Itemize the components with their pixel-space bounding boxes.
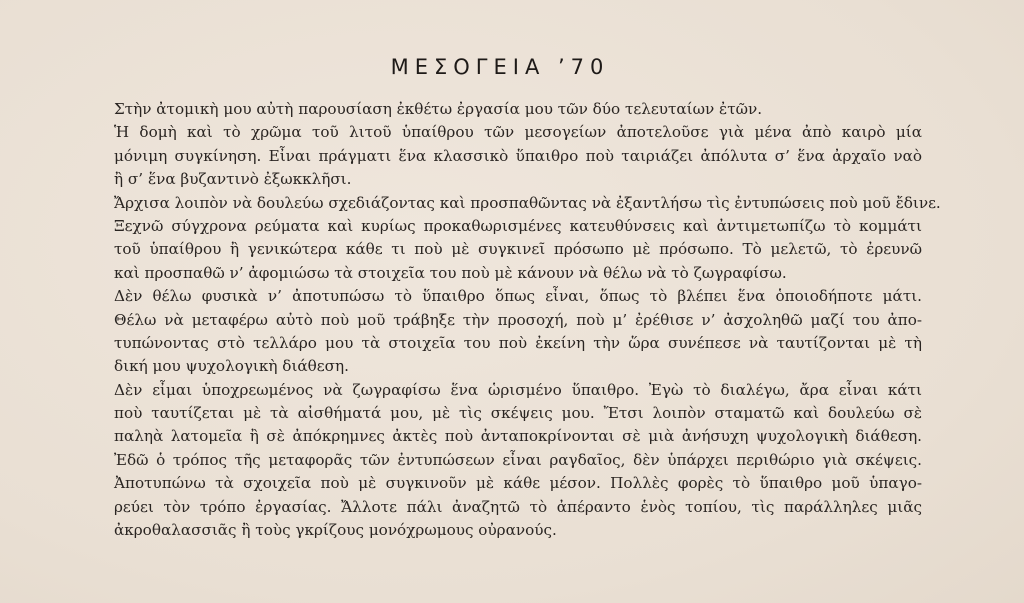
text-line: ρεύει τὸν τρόπο ἐργασίας. Ἄλλοτε πάλι ἀναζητῶ τὸ ἀπέραντο ἑνὸς τοπίου, τὶς παράλληλες μιᾶς bbox=[114, 497, 922, 516]
text-line: καὶ προσπαθῶ ν’ ἀφομιώσω τὰ στοιχεῖα του ποὺ μὲ κάνουν νὰ θέλω νὰ τὸ ζωγραφίσω. bbox=[114, 263, 787, 282]
text-line: Δὲν εἶμαι ὑποχρεωμένος νὰ ζωγραφίσω ἕνα ὡρισμένο ὕπαιθρο. Ἐγὼ τὸ διαλέγω, ἄρα εἶναι κάτι bbox=[114, 380, 922, 399]
text-line: μόνιμη συγκίνηση. Εἶναι πράγματι ἕνα κλασσικὸ ὕπαιθρο ποὺ ταιριάζει ἀπόλυτα σ’ ἕνα ἀρχαῖο ναὸ bbox=[114, 146, 922, 165]
document-title: ΜΕΣΟΓΕΙΑ ’70 bbox=[390, 55, 610, 79]
text-line: Θέλω νὰ μεταφέρω αὐτὸ ποὺ μοῦ τράβηξε τὴν προσοχή, ποὺ μ’ ἐρέθισε ν’ ἀσχοληθῶ μαζί του ἀπο- bbox=[114, 310, 922, 329]
text-line: Δὲν θέλω φυσικὰ ν’ ἀποτυπώσω τὸ ὕπαιθρο ὅπως εἶναι, ὅπως τὸ βλέπει ἕνα ὁποιοδήποτε μάτι. bbox=[114, 287, 922, 306]
text-line: τοῦ ὑπαίθρου ἢ γενικώτερα κάθε τι ποὺ μὲ συγκινεῖ πρόσωπο μὲ πρόσωπο. Τὸ μελετῶ, τὸ ἐρευνῶ bbox=[114, 240, 922, 259]
text-line: παληὰ λατομεῖα ἢ σὲ ἀπόκρημνες ἀκτὲς ποὺ ἀνταποκρίνονται σὲ μιὰ ἀνήσυχη ψυχολογικὴ διάθεση. bbox=[114, 427, 922, 446]
body-text bbox=[114, 98, 941, 542]
text-line: Ξεχνῶ σύγχρονα ρεύματα καὶ κυρίως προκαθωρισμένες κατευθύνσεις καὶ ἀντιμετωπίζω τὸ κομμάτι bbox=[114, 216, 922, 235]
text-line: τυπώνοντας στὸ τελλάρο μου τὰ στοιχεῖα του ποὺ ἐκείνη τὴν ὥρα συνέπεσε νὰ ταυτίζονται μὲ τὴ bbox=[114, 333, 922, 352]
text-line: Ἀποτυπώνω τὰ σχοιχεῖα ποὺ μὲ συγκινοῦν μὲ κάθε μέσον. Πολλὲς φορὲς τὸ ὕπαιθρο μοῦ ὑπαγο- bbox=[114, 474, 922, 493]
text-line: Ἄρχισα λοιπὸν νὰ δουλεύω σχεδιάζοντας καὶ προσπαθῶντας νὰ ἐξαντλήσω τὶς ἐντυπώσεις ποὺ μοῦ ἔδινε. bbox=[114, 193, 941, 212]
text-line: ἢ σ’ ἕνα βυζαντινὸ ἐξωκκλῆσι. bbox=[114, 170, 352, 189]
text-line: δική μου ψυχολογικὴ διάθεση. bbox=[114, 357, 349, 376]
text-line: Ἐδῶ ὁ τρόπος τῆς μεταφορᾶς τῶν ἐντυπώσεων εἶναι ραγδαῖος, δὲν ὑπάρχει περιθώριο γιὰ σκέψεις. bbox=[114, 450, 922, 469]
text-line: ποὺ ταυτίζεται μὲ τὰ αἰσθήματά μου, μὲ τὶς σκέψεις μου. Ἔτσι λοιπὸν σταματῶ καὶ δουλεύω σὲ bbox=[114, 404, 922, 423]
text-line: Στὴν ἀτομικὴ μου αὐτὴ παρουσίαση ἐκθέτω ἐργασία μου τῶν δύο τελευταίων ἐτῶν. bbox=[114, 100, 763, 118]
text-line: Ἡ δομὴ καὶ τὸ χρῶμα τοῦ λιτοῦ ὑπαίθρου τῶν μεσογείων ἀποτελοῦσε γιὰ μένα ἀπὸ καιρὸ μία bbox=[114, 123, 922, 142]
text-line: ἀκροθαλασσιᾶς ἢ τοὺς γκρίζους μονόχρωμους οὐρανούς. bbox=[114, 521, 557, 540]
